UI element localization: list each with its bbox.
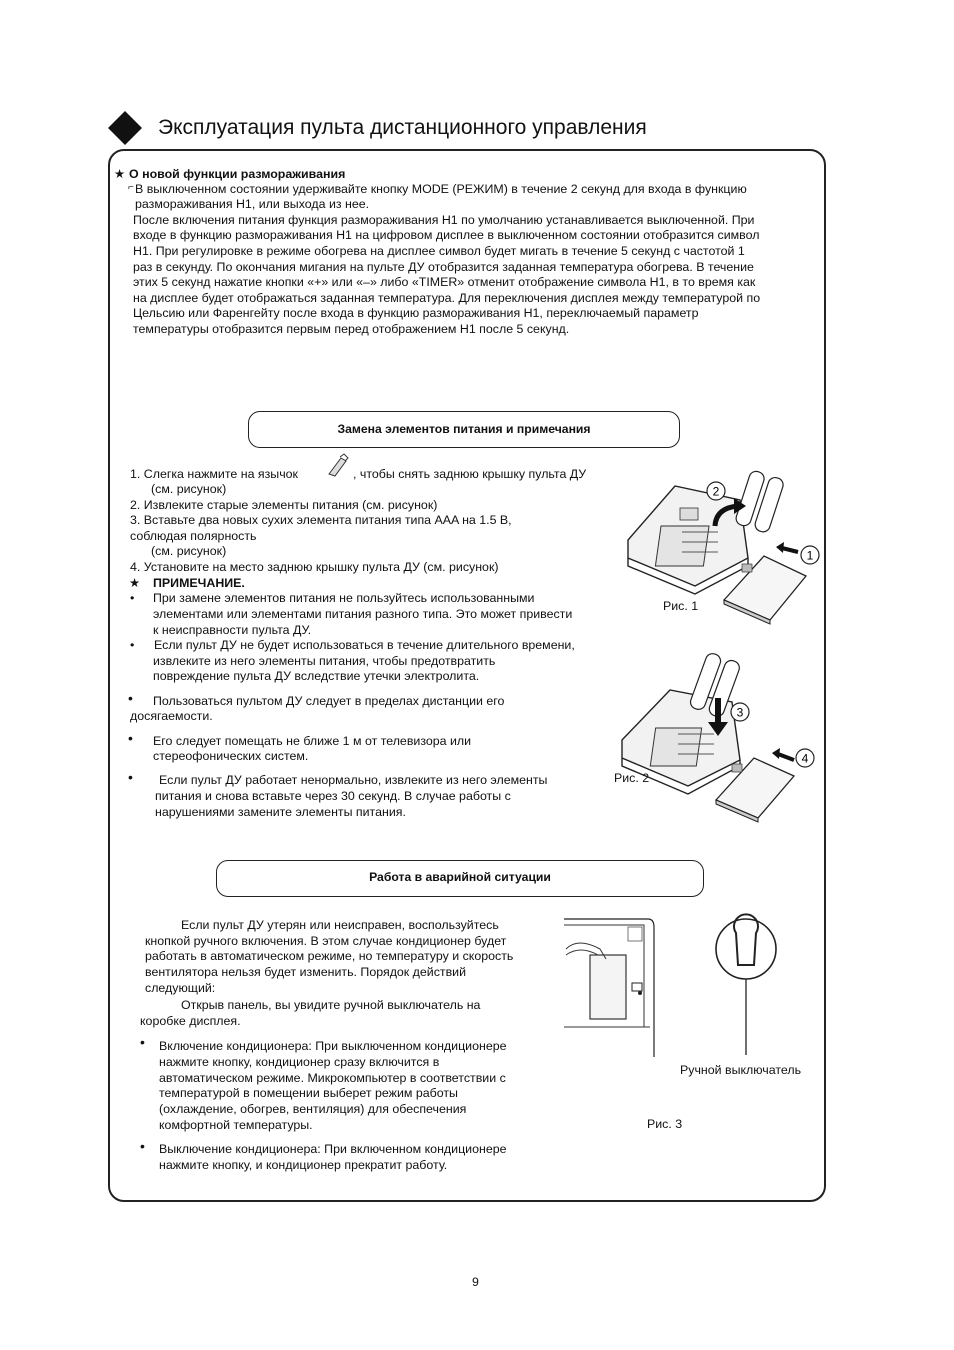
emergency-panel-line-2: коробке дисплея. <box>140 1014 241 1028</box>
defrost-heading: О новой функции размораживания <box>129 167 346 181</box>
manual-switch-label: Ручной выключатель <box>680 1063 802 1077</box>
note-1-bullet-icon: • <box>130 591 135 605</box>
defrost-p2-line-3: H1. При регулировке в режиме обогрева на дисплее символ будет мигать в течение 5 секунд с частотой 1 <box>133 244 745 258</box>
figure-3-illustration <box>560 915 790 1065</box>
note-2-bullet-icon: • <box>130 638 135 652</box>
marker-2: 2 <box>712 484 720 499</box>
note-4-line-2: стереофонических систем. <box>153 749 309 763</box>
marker-1: 1 <box>806 548 814 563</box>
on-item-line-6: комфортной температуры. <box>159 1118 313 1132</box>
note-1-line-2: элементами или элементами питания разного типа. Это может привести <box>153 607 573 621</box>
defrost-p2-line-5: этих 5 секунд нажатие кнопки «+» или «–» либо «TIMER» отменит отображение символа H1, в то время как <box>133 275 756 289</box>
step-3-ref: (см. рисунок) <box>151 544 227 558</box>
note-4-line-1: Его следует помещать не ближе 1 м от телевизора или <box>153 734 472 748</box>
emergency-section-title: Работа в аварийной ситуации <box>216 860 704 897</box>
marker-4: 4 <box>801 751 809 766</box>
note-1-line-3: к неисправности пульта ДУ. <box>153 623 312 637</box>
page-title: Эксплуатация пульта дистанционного управления <box>158 116 647 139</box>
note-3-line-1: Пользоваться пультом ДУ следует в пределах дистанции его <box>153 694 505 708</box>
defrost-p2-line-2: входе в функцию размораживания H1 на цифровом дисплее в выключенном состоянии отобразится символ <box>133 228 760 242</box>
figure-1-caption: Рис. 1 <box>663 599 699 613</box>
latch-icon <box>324 452 350 478</box>
step-3-text: 3. Вставьте два новых сухих элемента питания типа AAA на 1.5 В, <box>130 513 512 527</box>
off-item-line-1: Выключение кондиционера: При включенном кондиционере <box>159 1142 507 1156</box>
note-2-line-3: повреждение пульта ДУ вследствие утечки электролита. <box>153 669 480 683</box>
step-2-text: 2. Извлеките старые элементы питания (см. рисунок) <box>130 498 438 512</box>
defrost-p1-line-2: размораживания H1, или выхода из нее. <box>135 197 370 211</box>
emergency-intro-line-5: следующий: <box>145 981 216 995</box>
step-4-text: 4. Установите на место заднюю крышку пульта ДУ (см. рисунок) <box>130 560 499 574</box>
step-1-ref: (см. рисунок) <box>151 482 227 496</box>
on-item-line-4: температурой в помещении выберет режим работы <box>159 1086 458 1100</box>
section-diamond-icon <box>108 111 142 145</box>
emergency-intro-line-2: кнопкой ручного включения. В этом случае кондиционер будет <box>145 934 507 948</box>
note-title: ПРИМЕЧАНИЕ. <box>153 576 245 590</box>
off-bullet-icon: • <box>140 1138 145 1154</box>
defrost-p2-line-6: на дисплее будет отображаться заданная температура. Для переключения дисплея между температурой по <box>133 291 761 305</box>
figure-3-caption: Рис. 3 <box>647 1117 683 1131</box>
defrost-p1-line-1: В выключенном состоянии удерживайте кнопку MODE (РЕЖИМ) в течение 2 секунд для входа в функцию <box>135 182 747 196</box>
note-star-icon: ★ <box>129 576 141 590</box>
on-item-line-5: (охлаждение, обогрев, вентиляция) для обеспечения <box>159 1102 467 1116</box>
emergency-intro-line-1: Если пульт ДУ утерян или неисправен, воспользуйтесь <box>181 918 499 932</box>
note-4-bullet-icon: • <box>128 730 133 746</box>
note-5-bullet-icon: • <box>128 769 133 785</box>
step-3-text-cont: соблюдая полярность <box>130 529 257 543</box>
on-item-line-3: автоматическом режиме. Микрокомпьютер в соответствии с <box>159 1071 506 1085</box>
defrost-p2-line-7: Цельсию или Фаренгейту после входа в функцию размораживания H1, переключаемый параметр <box>133 306 699 320</box>
defrost-p2-line-8: температуры отобразится первым перед отображением H1 после 5 секунд. <box>133 322 570 336</box>
emergency-intro-line-4: вентилятора нельзя будет изменить. Порядок действий <box>145 965 467 979</box>
note-1-line-1: При замене элементов питания не пользуйтесь использованными <box>153 591 535 605</box>
figure-1-illustration <box>620 448 830 628</box>
note-5-line-3: нарушениями замените элементы питания. <box>155 805 406 819</box>
on-item-line-2: нажмите кнопку, кондиционер сразу включится в <box>159 1055 440 1069</box>
defrost-p2-line-4: раз в секунду. По окончания мигания на пульте ДУ отобразится заданная температура обогрева. В течение <box>133 260 754 274</box>
step-1-text: 1. Слегка нажмите на язычок <box>130 467 298 481</box>
note-2-line-2: извлеките из него элементы питания, чтобы предотвратить <box>153 654 496 668</box>
step-1-text-cont: , чтобы снять заднюю крышку пульта ДУ <box>353 467 587 481</box>
on-bullet-icon: • <box>140 1034 145 1050</box>
note-5-line-2: питания и снова вставьте через 30 секунд. В случае работы с <box>155 789 511 803</box>
figure-2-caption: Рис. 2 <box>614 771 650 785</box>
emergency-intro-line-3: работать в автоматическом режиме, но температуру и скорость <box>145 949 514 963</box>
note-2-line-1: Если пульт ДУ не будет использоваться в течение длительного времени, <box>154 638 575 652</box>
emergency-panel-line-1: Открыв панель, вы увидите ручной выключатель на <box>181 998 481 1012</box>
note-3-line-2: досягаемости. <box>130 709 213 723</box>
star-icon: ★ <box>114 167 126 181</box>
defrost-p2-line-1: После включения питания функция размораживания H1 по умолчанию устанавливается выключенной. При <box>133 213 755 227</box>
battery-section-title: Замена элементов питания и примечания <box>248 411 680 448</box>
marker-3: 3 <box>736 705 744 720</box>
corner-mark-icon: ⌐ <box>128 182 134 193</box>
page-number: 9 <box>472 1275 479 1289</box>
note-5-line-1: Если пульт ДУ работает ненормально, извлеките из него элементы <box>159 773 548 787</box>
off-item-line-2: нажмите кнопку, и кондиционер прекратит работу. <box>159 1158 448 1172</box>
on-item-line-1: Включение кондиционера: При выключенном кондиционере <box>159 1039 507 1053</box>
figure-2-illustration <box>618 640 830 824</box>
note-3-bullet-icon: • <box>128 690 133 706</box>
